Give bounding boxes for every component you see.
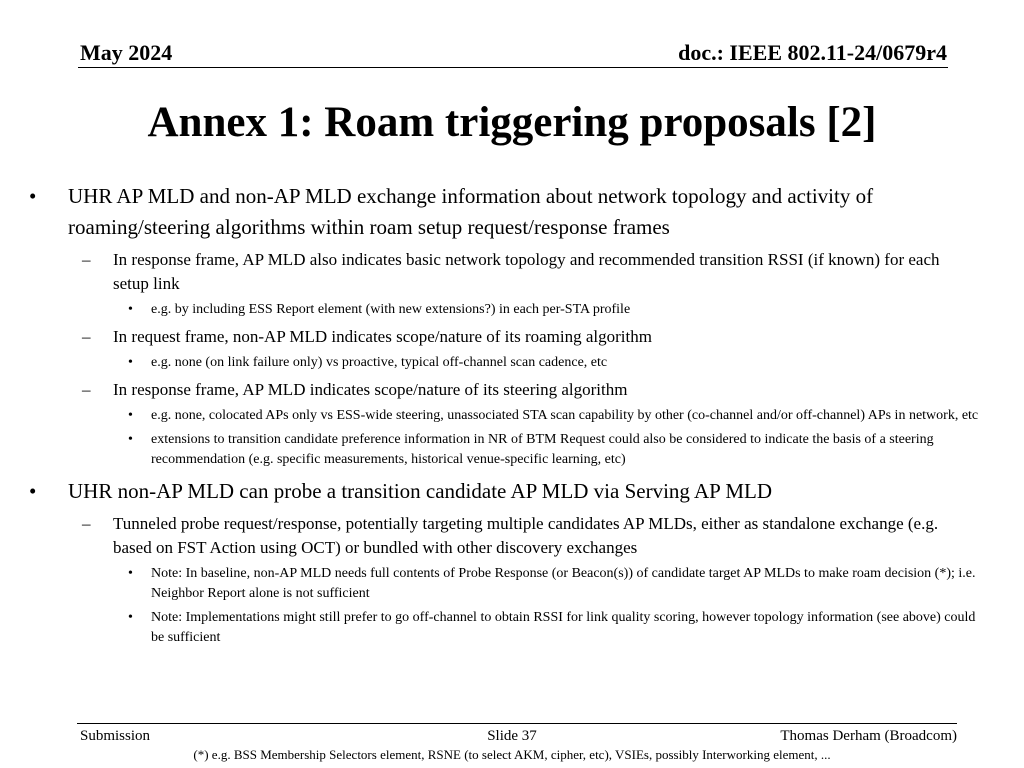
bullet-1-2-1 [128, 353, 986, 373]
bullet-1-1-1 [128, 300, 986, 320]
dash-marker: – [82, 380, 91, 399]
bullet-1-3-2-text: extensions to transition candidate preference information in NR of BTM Request could also be considered to indicate the basis of a steering recommendation (e.g. specific measurements, historical venue-specific learning, etc) [151, 432, 934, 467]
bullet-1-3-text: In response frame, AP MLD indicates scope/nature of its steering algorithm [113, 380, 628, 399]
footnote: (*) e.g. BSS Membership Selectors element, RSNE (to select AKM, cipher, etc), VSIEs, possibly Interworking element, ... [193, 747, 831, 762]
bullet-marker: • [29, 184, 37, 208]
bullet-1-1-text: In response frame, AP MLD also indicates basic network topology and recommended transition RSSI (if known) for each setup link [113, 250, 940, 293]
header-divider [78, 67, 948, 68]
header-date: May 2024 [80, 40, 173, 65]
dash-marker: – [82, 327, 91, 346]
bullet-2-1-2 [128, 608, 986, 648]
bullet-marker: • [128, 566, 133, 581]
bullet-2 [29, 476, 948, 507]
bullet-1-2 [82, 325, 973, 349]
bullet-2-1-2-text: Note: Implementations might still prefer to go off-channel to obtain RSSI for link quality scoring, however topology information (see above) could be sufficient [151, 610, 976, 645]
bullet-1-3-1-text: e.g. none, colocated APs only vs ESS-wide steering, unassociated STA scan capability by other (co-channel and/or off-channel) APs in network, etc [151, 408, 979, 423]
bullet-marker: • [128, 610, 133, 625]
bullet-1-3-1 [128, 406, 986, 426]
bullet-marker: • [29, 479, 37, 503]
bullet-1-text: UHR AP MLD and non-AP MLD exchange information about network topology and activity of roaming/steering algorithms within roam setup request/response frames [68, 184, 874, 239]
bullet-1-2-text: In request frame, non-AP MLD indicates scope/nature of its roaming algorithm [113, 327, 652, 346]
footer-submission: Submission [80, 728, 151, 744]
footer-divider [77, 723, 957, 724]
bullet-1-3 [82, 378, 973, 402]
bullet-marker: • [128, 432, 133, 447]
footer-slide-number: Slide 37 [487, 728, 537, 744]
bullet-1-3-2 [128, 430, 986, 470]
bullet-1-1-1-text: e.g. by including ESS Report element (with new extensions?) in each per-STA profile [151, 302, 631, 317]
bullet-2-1-text: Tunneled probe request/response, potentially targeting multiple candidates AP MLDs, either as standalone exchange (e.g. based on FST Action using OCT) or bundled with other discovery exchanges [113, 514, 939, 557]
bullet-marker: • [128, 302, 133, 317]
dash-marker: – [82, 250, 91, 269]
bullet-2-1 [82, 512, 973, 560]
footer-author: Thomas Derham (Broadcom) [780, 728, 957, 744]
dash-marker: – [82, 514, 91, 533]
bullet-2-1-1-text: Note: In baseline, non-AP MLD needs full contents of Probe Response (or Beacon(s)) of candidate target AP MLDs to make roam decision (*); i.e. Neighbor Report alone is not sufficient [151, 566, 976, 601]
bullet-marker: • [128, 408, 133, 423]
header-doc-id: doc.: IEEE 802.11-24/0679r4 [678, 40, 947, 65]
bullet-1-2-1-text: e.g. none (on link failure only) vs proactive, typical off-channel scan cadence, etc [151, 355, 608, 370]
slide-body [0, 181, 1024, 648]
slide-title: Annex 1: Roam triggering proposals [2] [147, 99, 877, 146]
bullet-1-1 [82, 248, 973, 296]
bullet-2-1-1 [128, 564, 986, 604]
bullet-2-text: UHR non-AP MLD can probe a transition candidate AP MLD via Serving AP MLD [68, 479, 772, 503]
bullet-marker: • [128, 355, 133, 370]
bullet-1 [29, 181, 948, 243]
